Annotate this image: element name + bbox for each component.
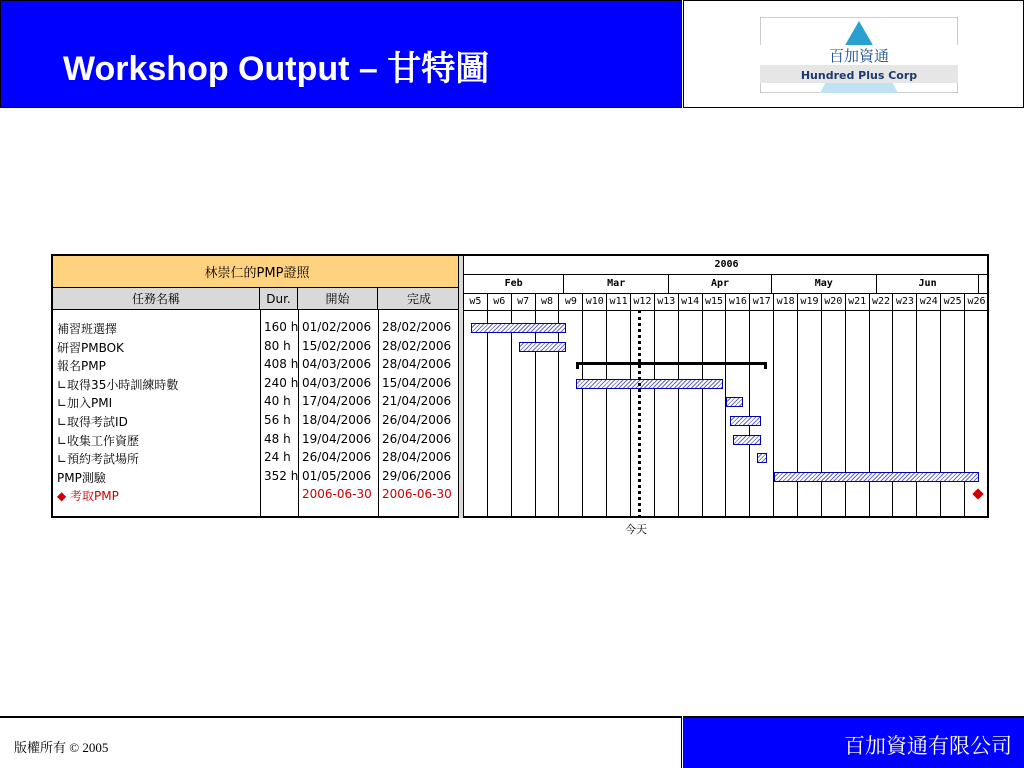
milestone-diamond xyxy=(972,489,983,500)
week-row-border xyxy=(464,310,989,311)
task-bar xyxy=(519,342,567,352)
task-finish: 28/04/2006 xyxy=(382,357,452,372)
week-label: w20 xyxy=(822,293,846,310)
week-gridline xyxy=(582,310,583,518)
year-header xyxy=(464,256,989,275)
task-start: 04/03/2006 xyxy=(302,375,372,390)
week-label: w5 xyxy=(464,293,488,310)
week-label: w23 xyxy=(893,293,917,310)
company-name: 百加資通有限公司 xyxy=(844,734,1012,758)
week-gridline xyxy=(845,310,846,518)
gantt-chart xyxy=(51,254,989,518)
project-title: 林崇仁的PMP證照 xyxy=(204,266,310,281)
task-start: 01/02/2006 xyxy=(302,320,372,334)
task-name: ∟取得考試ID xyxy=(57,415,128,429)
task-bar xyxy=(726,397,743,407)
week-label: w7 xyxy=(512,293,536,310)
year-label: 2006 xyxy=(714,259,739,270)
week-label: w24 xyxy=(917,293,941,310)
col-finish-header xyxy=(378,288,461,310)
month-label: Feb xyxy=(464,275,564,293)
company-logo xyxy=(760,17,958,93)
week-label: w22 xyxy=(870,293,894,310)
task-bar xyxy=(471,323,566,333)
week-gridline xyxy=(702,310,703,518)
month-label: May xyxy=(772,275,877,293)
week-label: w10 xyxy=(583,293,607,310)
week-gridline xyxy=(964,310,965,518)
week-label: w11 xyxy=(607,293,631,310)
project-title-cell xyxy=(53,256,461,288)
week-gridline xyxy=(725,310,726,518)
task-start: 2006-06-30 xyxy=(302,487,372,502)
week-label: w6 xyxy=(488,293,512,310)
svg-text:Hundred Plus Corp: Hundred Plus Corp xyxy=(800,69,918,82)
month-label: Jun xyxy=(877,275,980,293)
task-start: 04/03/2006 xyxy=(302,357,372,372)
footer-right xyxy=(683,716,1024,768)
task-finish: 26/04/2006 xyxy=(382,431,452,446)
today-label: 今天 xyxy=(625,523,647,536)
week-gridline xyxy=(511,310,512,518)
task-bar xyxy=(733,435,760,445)
task-start: 15/02/2006 xyxy=(302,338,372,353)
task-finish: 28/02/2006 xyxy=(382,338,452,353)
week-label: w25 xyxy=(941,293,965,310)
task-name: ∟收集工作資歷 xyxy=(57,433,140,448)
task-start: 26/04/2006 xyxy=(302,450,372,465)
task-finish: 2006-06-30 xyxy=(382,487,452,502)
week-label: w9 xyxy=(559,293,583,310)
task-bar xyxy=(774,472,979,482)
week-gridline xyxy=(892,310,893,518)
week-gridline xyxy=(773,310,774,518)
task-duration: 80 h xyxy=(264,338,291,353)
col-name-label: 任務名稱 xyxy=(131,292,180,306)
month-label: Mar xyxy=(564,275,669,293)
title-bar xyxy=(0,0,682,108)
week-gridline xyxy=(988,310,989,518)
task-duration: 56 h xyxy=(264,413,291,427)
task-name: 報名PMP xyxy=(57,359,106,374)
week-label: w19 xyxy=(798,293,822,310)
week-gridline xyxy=(797,310,798,518)
task-name: ◆ 考取PMP xyxy=(57,489,119,504)
task-name: 補習班選擇 xyxy=(57,322,118,336)
task-duration: 240 h xyxy=(264,375,299,390)
today-line xyxy=(638,310,641,518)
task-name: ∟預約考試場所 xyxy=(57,452,140,467)
summary-cap xyxy=(576,362,579,369)
task-duration: 408 h xyxy=(264,357,299,372)
col-divider xyxy=(260,310,261,518)
week-gridline xyxy=(630,310,631,518)
col-divider xyxy=(378,310,379,518)
week-label: w18 xyxy=(774,293,798,310)
task-finish: 29/06/2006 xyxy=(382,468,452,483)
week-label: w13 xyxy=(655,293,679,310)
task-name: PMP測驗 xyxy=(57,470,106,485)
task-name: ∟加入PMI xyxy=(57,396,113,411)
week-label: w21 xyxy=(846,293,870,310)
task-finish: 21/04/2006 xyxy=(382,394,452,409)
task-bar xyxy=(730,416,761,426)
footer-left xyxy=(0,716,682,768)
task-duration: 160 h xyxy=(264,320,299,334)
week-label: w14 xyxy=(679,293,703,310)
week-gridline xyxy=(749,310,750,518)
task-start: 19/04/2006 xyxy=(302,431,372,446)
week-gridline xyxy=(821,310,822,518)
col-duration-label: Dur. xyxy=(266,292,291,306)
week-gridline xyxy=(940,310,941,518)
week-label: w17 xyxy=(750,293,774,310)
svg-text:百加資通: 百加資通 xyxy=(828,47,890,65)
week-label: w12 xyxy=(631,293,655,310)
col-start-header xyxy=(298,288,378,310)
task-start: 01/05/2006 xyxy=(302,468,372,483)
task-duration: 48 h xyxy=(264,431,291,446)
col-name-header xyxy=(53,288,260,310)
week-gridline xyxy=(654,310,655,518)
logo-box xyxy=(683,0,1024,108)
task-finish: 28/02/2006 xyxy=(382,320,452,334)
week-gridline xyxy=(869,310,870,518)
task-finish: 28/04/2006 xyxy=(382,450,452,465)
col-divider xyxy=(298,310,299,518)
week-gridline xyxy=(487,310,488,518)
col-finish-label: 完成 xyxy=(406,292,431,306)
summary-cap xyxy=(764,362,767,369)
col-start-label: 開始 xyxy=(325,292,350,306)
task-start: 17/04/2006 xyxy=(302,394,372,409)
task-finish: 15/04/2006 xyxy=(382,375,452,390)
task-bar xyxy=(757,453,767,463)
month-label: Apr xyxy=(669,275,772,293)
week-gridline xyxy=(678,310,679,518)
week-label: w8 xyxy=(536,293,560,310)
task-start: 18/04/2006 xyxy=(302,413,372,427)
week-label: w26 xyxy=(965,293,989,310)
summary-bar xyxy=(576,362,767,365)
task-name: ∟取得35小時訓練時數 xyxy=(57,377,179,392)
week-label: w16 xyxy=(726,293,750,310)
copyright-text: 版權所有 © 2005 xyxy=(14,740,109,755)
task-duration: 40 h xyxy=(264,394,291,409)
col-duration-header xyxy=(260,288,298,310)
task-name: 研習PMBOK xyxy=(57,340,124,355)
task-bar xyxy=(576,379,723,389)
week-gridline xyxy=(916,310,917,518)
week-gridline xyxy=(606,310,607,518)
slide-title: Workshop Output – 甘特圖 xyxy=(63,50,490,88)
task-finish: 26/04/2006 xyxy=(382,413,452,427)
week-label: w15 xyxy=(703,293,727,310)
task-duration: 352 h xyxy=(264,468,299,483)
task-duration: 24 h xyxy=(264,450,291,465)
